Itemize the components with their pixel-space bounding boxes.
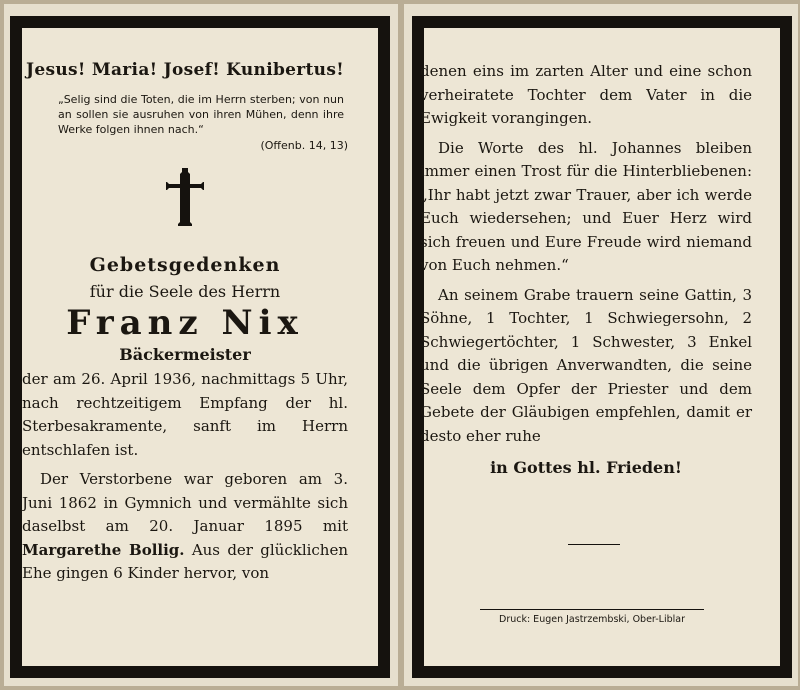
death-paragraph: der am 26. April 1936, nachmittags 5 Uhr, nach rechtzeitigem Empfang der hl. Sterbesakramente, sanft im Herrn entschlafen ist. (22, 370, 348, 459)
printer-imprint: Druck: Eugen Jastrzembski, Ober-Liblar (499, 614, 685, 625)
latin-cross-icon (165, 166, 205, 232)
scripture-reference: (Offenb. 14, 13) (260, 139, 348, 152)
scripture-quote: „Selig sind die Toten, die im Herrn sterben; von nun an sollen sie ausruhen von ihren Mühen, denn ihre Werke folgen ihnen nach.“ (58, 93, 344, 136)
invocation: Jesus! Maria! Josef! Kunibertus! (26, 60, 344, 80)
closing-blessing: in Gottes hl. Frieden! (490, 458, 682, 477)
right-page (404, 4, 798, 686)
left-page (4, 4, 398, 686)
deceased-name: Franz Nix (66, 303, 304, 343)
prayer-heading: Gebetsgedenken (89, 254, 281, 276)
prayer-subheading: für die Seele des Herrn (89, 282, 281, 301)
spouse-name: Margarethe Bollig. (22, 540, 185, 559)
biography-text-start: Der Verstorbene war geboren am 3. Juni 1862 in Gymnich und vermählte sich daselbst am 20. Januar 1895 mit (22, 470, 348, 535)
deceased-occupation: Bäckermeister (119, 345, 251, 364)
divider-line (568, 544, 620, 545)
printer-rule (480, 609, 704, 610)
right-page-content (420, 60, 752, 477)
biography-text-end: Aus der glücklichen Ehe gingen 6 Kinder hervor, von (22, 540, 349, 582)
left-page-content (22, 56, 348, 586)
biography-paragraph (22, 468, 348, 586)
mourners-paragraph: An seinem Grabe trauern seine Gattin, 3 Söhne, 1 Tochter, 1 Schwiegersohn, 2 Schwiegertöchter, 1 Schwester, 3 Enkel und die übrigen Anverwandten, die seine Seele dem Opfer der Priester und dem Gebete der Gläubigen empfehlen, damit er desto eher ruhe (420, 285, 752, 445)
children-paragraph: denen eins im zarten Alter und eine schon verheiratete Tochter dem Vater in die Ewigkeit vorangingen. (420, 62, 752, 127)
scripture-paragraph: Die Worte des hl. Johannes bleiben immer einen Trost für die Hinterbliebenen: „Ihr habt jetzt zwar Trauer, aber ich werde Euch wiedersehen; und Euer Herz wird sich freuen und Eure Freude wird niemand von Euch nehmen.“ (420, 138, 752, 274)
